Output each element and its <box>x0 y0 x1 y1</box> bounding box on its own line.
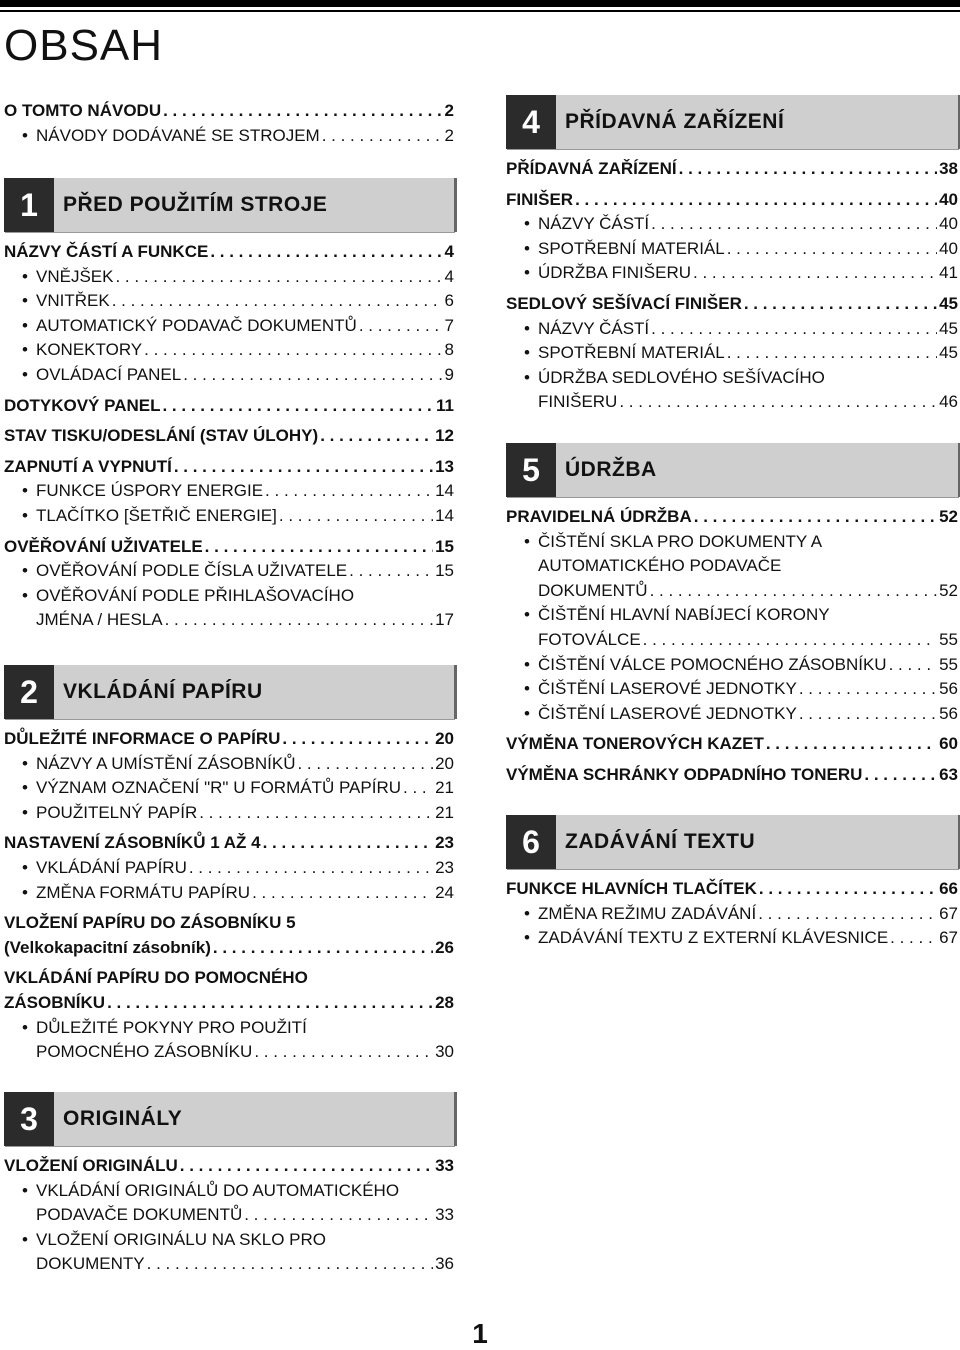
bullet-icon: • <box>22 125 28 145</box>
toc-entry-label: DŮLEŽITÉ INFORMACE O PAPÍRU <box>4 729 281 748</box>
toc-entry-label: OVLÁDACÍ PANEL <box>36 364 182 384</box>
bullet-icon: • <box>22 340 28 360</box>
toc-entry-text: ČIŠTĚNÍ HLAVNÍ NABÍJECÍ KORONY <box>538 605 830 625</box>
dot-leader <box>279 504 433 529</box>
dot-leader <box>252 881 433 906</box>
dot-leader <box>183 363 442 388</box>
bullet-icon: • <box>524 343 530 363</box>
toc-page-number: 33 <box>435 1156 454 1175</box>
toc-entry-label: NÁVODY DODÁVANÉ SE STROJEM <box>36 125 320 145</box>
toc-entry-label: FOTOVÁLCE <box>538 629 641 649</box>
toc-entry[interactable] <box>506 237 958 262</box>
bullet-icon: • <box>22 753 28 773</box>
section-banner <box>4 1092 454 1146</box>
toc-entry-label: VÝZNAM OZNAČENÍ "R" U FORMÁTŮ PAPÍRU <box>36 778 401 798</box>
toc-page-number: 14 <box>435 505 454 525</box>
bullet-icon: • <box>22 802 28 822</box>
toc-entry[interactable] <box>4 535 454 560</box>
section-banner <box>506 95 958 149</box>
bullet-icon: • <box>22 505 28 525</box>
section-banner <box>506 815 958 869</box>
toc-entry[interactable] <box>4 831 454 856</box>
toc-entry[interactable] <box>506 902 958 927</box>
toc-entry[interactable] <box>4 991 454 1016</box>
bullet-icon: • <box>22 291 28 311</box>
bullet-icon: • <box>22 364 28 384</box>
toc-page-number: 6 <box>444 291 454 311</box>
bullet-icon: • <box>524 214 530 234</box>
section-title: ÚDRŽBA <box>565 458 657 481</box>
toc-page-number: 4 <box>444 242 454 261</box>
toc-entry-text: AUTOMATICKÉHO PODAVAČE <box>538 556 782 576</box>
toc-page-number: 67 <box>939 903 958 923</box>
dot-leader <box>162 394 434 419</box>
toc-entry-line <box>4 1016 454 1041</box>
dot-leader <box>265 479 433 504</box>
bullet-icon: • <box>524 318 530 338</box>
section-number: 1 <box>4 178 54 232</box>
dot-leader <box>189 856 433 881</box>
toc-entry[interactable] <box>506 212 958 237</box>
toc-entry[interactable] <box>4 1040 454 1065</box>
toc-entry-label: NÁZVY ČÁSTÍ A FUNKCE <box>4 242 209 261</box>
toc-page-number: 45 <box>939 343 958 363</box>
section-number: 6 <box>506 815 556 869</box>
toc-entry-line <box>506 530 958 555</box>
toc-entry-line <box>4 1179 454 1204</box>
dot-leader <box>180 1154 433 1179</box>
toc-entry[interactable] <box>506 579 958 604</box>
toc-entry-line <box>4 584 454 609</box>
bullet-icon: • <box>524 238 530 258</box>
toc-entry[interactable] <box>506 702 958 727</box>
toc-page-number: 40 <box>939 238 958 258</box>
toc-entry[interactable] <box>4 455 454 480</box>
toc-entry[interactable] <box>506 390 958 415</box>
toc-entry[interactable] <box>506 763 958 788</box>
toc-entry-label: ZADÁVÁNÍ TEXTU Z EXTERNÍ KLÁVESNICE <box>538 928 889 948</box>
toc-entry-label: FUNKCE HLAVNÍCH TLAČÍTEK <box>506 879 757 898</box>
header-rule-thick <box>0 0 960 7</box>
toc-entry[interactable] <box>506 677 958 702</box>
toc-page-number: 55 <box>939 654 958 674</box>
toc-entry-label: OVĚŘOVÁNÍ PODLE ČÍSLA UŽIVATELE <box>36 561 348 581</box>
toc-page-number: 20 <box>435 753 454 773</box>
toc-entry-label: PODAVAČE DOKUMENTŮ <box>36 1205 243 1225</box>
toc-page-number: 11 <box>436 395 454 415</box>
toc-entry[interactable] <box>506 877 958 902</box>
section-number: 5 <box>506 443 556 497</box>
section-title: PŘÍDAVNÁ ZAŘÍZENÍ <box>565 110 785 133</box>
toc-page-number: 56 <box>939 679 958 699</box>
section-entries <box>506 505 958 788</box>
section-title: VKLÁDÁNÍ PAPÍRU <box>63 680 263 703</box>
dot-leader <box>619 390 937 415</box>
toc-page-number: 26 <box>435 937 454 957</box>
toc-entry[interactable] <box>506 341 958 366</box>
toc-entry-text: VKLÁDÁNÍ ORIGINÁLŮ DO AUTOMATICKÉHO <box>36 1180 400 1200</box>
toc-entry[interactable] <box>4 504 454 529</box>
toc-page-number: 12 <box>435 426 454 446</box>
toc-entry-label: POMOCNÉHO ZÁSOBNÍKU <box>36 1042 253 1062</box>
toc-entry[interactable] <box>4 776 454 801</box>
dot-leader <box>890 926 937 951</box>
toc-entry[interactable] <box>4 1203 454 1228</box>
toc-entry-label: FINIŠERU <box>538 392 618 412</box>
toc-entry[interactable] <box>4 394 454 419</box>
section-entries <box>506 877 958 951</box>
toc-entry[interactable] <box>4 1154 454 1179</box>
toc-page-number: 30 <box>435 1042 454 1062</box>
bullet-icon: • <box>22 585 28 605</box>
toc-entry-label: ZMĚNA FORMÁTU PAPÍRU <box>36 882 251 902</box>
bullet-icon: • <box>524 928 530 948</box>
dot-leader <box>727 341 937 366</box>
toc-entry-text: ÚDRŽBA SEDLOVÉHO SEŠÍVACÍHO <box>538 367 825 387</box>
toc-entry-label: ČIŠTĚNÍ VÁLCE POMOCNÉHO ZÁSOBNÍKU <box>538 654 887 674</box>
toc-page-number: 46 <box>939 392 958 412</box>
bullet-icon: • <box>524 263 530 283</box>
toc-entry-label: SPOTŘEBNÍ MATERIÁL <box>538 238 725 258</box>
toc-entry-label: VÝMĚNA TONEROVÝCH KAZET <box>506 734 764 754</box>
dot-leader <box>282 727 433 752</box>
toc-entry-line <box>4 1228 454 1253</box>
toc-entry-text: DŮLEŽITÉ POKYNY PRO POUŽITÍ <box>36 1017 307 1037</box>
toc-entry[interactable] <box>506 292 958 317</box>
toc-page-number: 20 <box>435 729 454 748</box>
dot-leader <box>349 559 433 584</box>
dot-leader <box>693 261 937 286</box>
section-title: ZADÁVÁNÍ TEXTU <box>565 830 756 853</box>
dot-leader <box>643 628 937 653</box>
toc-entry-label: VKLÁDÁNÍ PAPÍRU <box>36 857 187 877</box>
toc-entry-label: NÁZVY A UMÍSTĚNÍ ZÁSOBNÍKŮ <box>36 753 296 773</box>
dot-leader <box>263 831 433 856</box>
dot-leader <box>144 338 442 363</box>
toc-entry[interactable] <box>4 801 454 826</box>
intro-list <box>4 99 454 148</box>
dot-leader <box>403 776 433 801</box>
toc-entry[interactable] <box>506 157 958 182</box>
bullet-icon: • <box>524 654 530 674</box>
dot-leader <box>359 314 443 339</box>
bullet-icon: • <box>22 266 28 286</box>
section-number: 4 <box>506 95 556 149</box>
toc-entry[interactable] <box>506 188 958 213</box>
toc-entry[interactable] <box>506 261 958 286</box>
toc-page-number: 7 <box>444 315 454 335</box>
toc-entry[interactable] <box>4 752 454 777</box>
toc-page-number: 9 <box>444 364 454 384</box>
section-2 <box>4 665 454 1065</box>
toc-entry-label: ZMĚNA REŽIMU ZADÁVÁNÍ <box>538 903 757 923</box>
toc-page-number: 2 <box>444 125 454 145</box>
toc-entry-label: FUNKCE ÚSPORY ENERGIE <box>36 481 264 501</box>
dot-leader <box>727 237 937 262</box>
toc-page-number: 15 <box>435 561 454 581</box>
toc-entry-label: VNĚJŠEK <box>36 266 114 286</box>
toc-page-number: 45 <box>939 318 958 338</box>
toc-entry[interactable] <box>4 559 454 584</box>
toc-entry-label: FINIŠER <box>506 189 574 209</box>
toc-entry[interactable] <box>4 363 454 388</box>
toc-page-number: 36 <box>435 1254 454 1274</box>
toc-page-number: 14 <box>435 481 454 501</box>
bullet-icon: • <box>22 1180 28 1200</box>
toc-entry[interactable] <box>506 926 958 951</box>
toc-entry[interactable] <box>4 289 454 314</box>
toc-page-number: 67 <box>939 928 958 948</box>
dot-leader <box>174 455 433 480</box>
bullet-icon: • <box>22 857 28 877</box>
toc-entry-label: POUŽITELNÝ PAPÍR <box>36 802 198 822</box>
page-title: OBSAH <box>4 21 164 70</box>
toc-entry-text: VLOŽENÍ ORIGINÁLU NA SKLO PRO <box>36 1229 327 1249</box>
toc-page-number: 15 <box>435 536 454 556</box>
dot-leader <box>147 1252 433 1277</box>
toc-entry[interactable] <box>4 881 454 906</box>
toc-page-number: 52 <box>939 507 958 526</box>
toc-page-number: 23 <box>435 857 454 877</box>
section-title: PŘED POUŽITÍM STROJE <box>63 193 328 216</box>
dot-leader <box>889 653 938 678</box>
bullet-icon: • <box>22 561 28 581</box>
toc-entry-label: ČIŠTĚNÍ LASEROVÉ JEDNOTKY <box>538 679 797 699</box>
dot-leader <box>199 801 433 826</box>
bullet-icon: • <box>22 481 28 501</box>
toc-entry-label: SEDLOVÝ SEŠÍVACÍ FINIŠER <box>506 293 742 313</box>
toc-entry-line <box>506 554 958 579</box>
dot-leader <box>759 877 937 902</box>
toc-entry-label: ČIŠTĚNÍ LASEROVÉ JEDNOTKY <box>538 703 797 723</box>
toc-entry-label: DOKUMENTY <box>36 1254 145 1274</box>
toc-entry-label: ZÁSOBNÍKU <box>4 992 106 1012</box>
dot-leader <box>694 505 937 530</box>
toc-page-number: 4 <box>444 266 454 286</box>
toc-entry-label: OVĚŘOVÁNÍ UŽIVATELE <box>4 536 203 556</box>
section-number: 3 <box>4 1092 54 1146</box>
toc-entry-label: DOKUMENTŮ <box>538 580 648 600</box>
section-banner <box>506 443 958 497</box>
toc-entry-label: (Velkokapacitní zásobník) <box>4 937 211 957</box>
section-entries <box>4 240 454 633</box>
dot-leader <box>651 317 937 342</box>
toc-page-number: 41 <box>939 263 958 283</box>
toc-entry[interactable] <box>4 314 454 339</box>
toc-entry[interactable] <box>4 265 454 290</box>
section-6 <box>506 815 958 951</box>
toc-entry[interactable] <box>506 505 958 530</box>
toc-page-number: 38 <box>939 159 958 178</box>
header-rule-thin <box>0 10 960 12</box>
dot-leader <box>112 289 443 314</box>
bullet-icon: • <box>22 1017 28 1037</box>
bullet-icon: • <box>524 903 530 923</box>
toc-entry-label: ZAPNUTÍ A VYPNUTÍ <box>4 456 172 476</box>
toc-entry-label: JMÉNA / HESLA <box>36 610 163 630</box>
toc-page-number: 40 <box>939 189 958 209</box>
toc-entry-label: TLAČÍTKO [ŠETŘIČ ENERGIE] <box>36 505 277 525</box>
section-entries <box>4 727 454 1065</box>
toc-entry-label: VÝMĚNA SCHRÁNKY ODPADNÍHO TONERU <box>506 764 863 784</box>
toc-page-number: 55 <box>939 629 958 649</box>
section-number: 2 <box>4 665 54 719</box>
section-entries <box>506 157 958 415</box>
toc-page-number: 60 <box>939 734 958 754</box>
dot-leader <box>244 1203 433 1228</box>
toc-entry-line <box>506 366 958 391</box>
section-banner <box>4 178 454 232</box>
toc-entry-label: NASTAVENÍ ZÁSOBNÍKŮ 1 AŽ 4 <box>4 833 261 853</box>
dot-leader <box>254 1040 433 1065</box>
toc-page-number: 63 <box>939 764 958 784</box>
toc-entry[interactable] <box>506 732 958 757</box>
dot-leader <box>213 936 433 961</box>
toc-entry-label: PŘÍDAVNÁ ZAŘÍZENÍ <box>506 159 677 178</box>
dot-leader <box>679 157 937 182</box>
dot-leader <box>799 677 937 702</box>
toc-entry[interactable] <box>4 936 454 961</box>
toc-entry[interactable] <box>4 479 454 504</box>
toc-entry-line: VLOŽENÍ PAPÍRU DO ZÁSOBNÍKU 5 <box>4 913 296 933</box>
toc-entry-label: SPOTŘEBNÍ MATERIÁL <box>538 343 725 363</box>
bullet-icon: • <box>524 679 530 699</box>
toc-entry[interactable] <box>4 608 454 633</box>
dot-leader <box>744 292 937 317</box>
dot-leader <box>115 265 442 290</box>
dot-leader <box>165 608 433 633</box>
toc-page-number: 66 <box>939 879 958 898</box>
toc-entry[interactable] <box>4 424 454 449</box>
toc-entry[interactable] <box>4 240 454 265</box>
toc-page-number: 56 <box>939 703 958 723</box>
section-5 <box>506 443 958 788</box>
section-banner <box>4 665 454 719</box>
toc-page-number: 23 <box>435 833 454 853</box>
toc-entry-label: DOTYKOVÝ PANEL <box>4 395 161 415</box>
toc-page-number: 40 <box>939 214 958 234</box>
toc-entry[interactable] <box>506 628 958 653</box>
toc-entry-label: O TOMTO NÁVODU <box>4 101 162 120</box>
toc-page-number: 8 <box>444 340 454 360</box>
toc-entry-label: AUTOMATICKÝ PODAVAČ DOKUMENTŮ <box>36 315 357 335</box>
section-title: ORIGINÁLY <box>63 1107 183 1130</box>
toc-entry-text: ČIŠTĚNÍ SKLA PRO DOKUMENTY A <box>538 531 823 551</box>
dot-leader <box>758 902 937 927</box>
section-entries <box>4 1154 454 1277</box>
dot-leader <box>320 424 433 449</box>
toc-entry[interactable] <box>4 856 454 881</box>
toc-entry[interactable] <box>4 338 454 363</box>
dot-leader <box>650 579 938 604</box>
toc-page-number: 52 <box>939 580 958 600</box>
toc-entry[interactable] <box>506 317 958 342</box>
dot-leader <box>766 732 937 757</box>
bullet-icon: • <box>524 531 530 551</box>
toc-page-number: 28 <box>435 992 454 1012</box>
bullet-icon: • <box>22 315 28 335</box>
bullet-icon: • <box>524 367 530 387</box>
toc-page-number: 33 <box>435 1205 454 1225</box>
toc-entry[interactable] <box>4 124 454 149</box>
toc-entry[interactable] <box>506 653 958 678</box>
section-4 <box>506 95 958 415</box>
dot-leader <box>205 535 433 560</box>
toc-page-number: 45 <box>939 293 958 313</box>
toc-page-number: 17 <box>435 610 454 630</box>
dot-leader <box>297 752 433 777</box>
section-3 <box>4 1092 454 1277</box>
dot-leader <box>651 212 937 237</box>
page-number: 1 <box>472 1318 488 1349</box>
bullet-icon: • <box>22 882 28 902</box>
toc-page-number: 21 <box>435 778 454 798</box>
bullet-icon: • <box>524 703 530 723</box>
toc-page-number: 21 <box>435 802 454 822</box>
toc-page-number: 24 <box>435 882 454 902</box>
dot-leader <box>322 124 443 149</box>
toc-entry-label: VLOŽENÍ ORIGINÁLU <box>4 1156 178 1175</box>
toc-page-number: 2 <box>444 101 454 120</box>
toc-entry[interactable] <box>4 99 454 124</box>
toc-entry-label: NÁZVY ČÁSTÍ <box>538 318 650 338</box>
bullet-icon: • <box>22 1229 28 1249</box>
toc-entry-label: KONEKTORY <box>36 340 143 360</box>
toc-entry-text: OVĚŘOVÁNÍ PODLE PŘIHLAŠOVACÍHO <box>36 585 355 605</box>
dot-leader <box>799 702 937 727</box>
toc-entry[interactable] <box>4 1252 454 1277</box>
bullet-icon: • <box>524 605 530 625</box>
bullet-icon: • <box>22 778 28 798</box>
dot-leader <box>163 99 442 124</box>
toc-entry-label: VNITŘEK <box>36 291 110 311</box>
dot-leader <box>864 763 937 788</box>
section-1 <box>4 178 454 633</box>
dot-leader <box>210 240 442 265</box>
toc-page-number: 13 <box>435 456 454 476</box>
toc-entry-label: ÚDRŽBA FINIŠERU <box>538 263 692 283</box>
toc-entry-label: PRAVIDELNÁ ÚDRŽBA <box>506 507 692 526</box>
dot-leader <box>107 991 433 1016</box>
toc-entry[interactable] <box>4 727 454 752</box>
toc-entry-line: VKLÁDÁNÍ PAPÍRU DO POMOCNÉHO <box>4 968 308 988</box>
toc-entry-label: NÁZVY ČÁSTÍ <box>538 214 650 234</box>
toc-entry-line <box>506 603 958 628</box>
toc-entry-label: STAV TISKU/ODESLÁNÍ (STAV ÚLOHY) <box>4 426 319 446</box>
dot-leader <box>575 188 937 213</box>
